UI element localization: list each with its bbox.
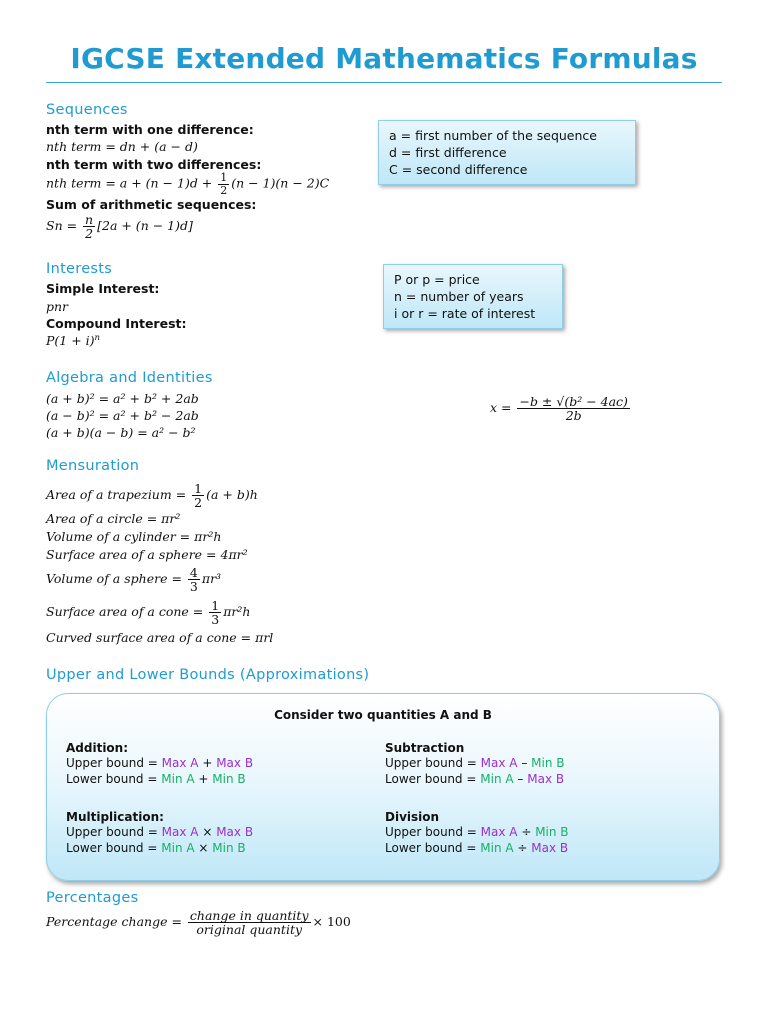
compound-interest-formula <box>46 333 100 348</box>
cone-area-numerator: 1 <box>211 598 220 613</box>
identity-2: (a − b)² = a² + b² − 2ab <box>46 408 199 423</box>
trapezium-denominator: 2 <box>194 495 203 511</box>
multiplication-label: Multiplication: <box>66 810 164 824</box>
quadratic-lhs: x = <box>490 400 512 416</box>
operator: – <box>517 771 524 786</box>
max-b: Max B <box>216 756 254 770</box>
upper-text: Upper bound = <box>385 825 477 839</box>
cylinder-volume-formula: Volume of a cylinder = πr²h <box>46 529 222 544</box>
max-b: Max B <box>527 771 565 786</box>
cone-area-denominator: 3 <box>211 612 220 628</box>
lower-text: Lower bound = <box>385 840 477 855</box>
min-a: Min A <box>161 840 195 855</box>
compound-exponent: n <box>94 333 101 343</box>
addition-rules <box>66 756 253 787</box>
min-b: Min B <box>535 825 569 839</box>
sum-formula <box>46 213 193 240</box>
percentage-denominator: original quantity <box>196 922 303 938</box>
compound-base: P(1 + i) <box>46 333 95 348</box>
circle-area-formula: Area of a circle = πr² <box>46 511 181 526</box>
sphere-volume-rhs: πr³ <box>201 571 222 587</box>
sphere-volume-lhs: Volume of a sphere = <box>46 571 182 587</box>
division-label: Division <box>385 810 440 824</box>
min-a: Min A <box>161 771 195 786</box>
simple-interest-label: Simple Interest: <box>46 281 160 296</box>
heading-sequences: Sequences <box>46 102 128 118</box>
trapezium-rhs: (a + b)h <box>206 487 258 503</box>
sum-lhs: Sn = <box>46 218 78 234</box>
two-differences-part-a: nth term = a + (n − 1)d + <box>46 175 217 191</box>
cone-area-rhs: πr²h <box>223 604 251 620</box>
one-difference-formula: nth term = dn + (a − d) <box>46 139 198 154</box>
compound-interest-label: Compound Interest: <box>46 316 187 331</box>
half-numerator: 1 <box>220 171 228 184</box>
max-a: Max A <box>480 825 518 839</box>
lower-text: Lower bound = <box>66 771 158 786</box>
sum-numerator: n <box>85 212 94 227</box>
percentage-change-formula <box>46 909 351 936</box>
min-b: Min B <box>212 840 246 855</box>
legend-line: d = first difference <box>389 145 507 160</box>
one-difference-label: nth term with one difference: <box>46 122 254 137</box>
legend-line: n = number of years <box>394 289 524 304</box>
heading-percentages: Percentages <box>46 890 139 906</box>
division-lower <box>385 841 569 857</box>
legend-line: C = second difference <box>389 162 528 177</box>
sum-denominator: 2 <box>85 226 94 242</box>
heading-mensuration: Mensuration <box>46 458 140 474</box>
sequences-legend-box <box>378 120 636 185</box>
addition-upper <box>66 756 253 772</box>
addition-lower <box>66 772 253 788</box>
page-title: IGCSE Extended Mathematics Formulas <box>70 42 698 75</box>
percentage-lhs: Percentage change = <box>46 914 182 930</box>
lower-text: Lower bound = <box>66 840 158 855</box>
multiplication-upper <box>66 825 253 841</box>
sphere-area-formula: Surface area of a sphere = 4πr² <box>46 547 248 562</box>
bounds-intro: Consider two quantities A and B <box>274 708 492 722</box>
max-a: Max A <box>161 756 199 770</box>
max-a: Max A <box>161 825 199 839</box>
interests-legend-box <box>383 264 563 329</box>
quadratic-denominator: 2b <box>565 408 582 424</box>
upper-text: Upper bound = <box>66 825 158 839</box>
sphere-volume-formula <box>46 566 221 593</box>
subtraction-rules <box>385 756 564 787</box>
trapezium-lhs: Area of a trapezium = <box>46 487 187 503</box>
lower-text: Lower bound = <box>385 771 477 786</box>
operator: ÷ <box>521 825 532 839</box>
sphere-volume-numerator: 4 <box>189 565 198 580</box>
percentage-rhs: × 100 <box>312 914 351 930</box>
two-differences-part-b: (n − 1)(n − 2)C <box>231 175 330 191</box>
operator: × <box>198 840 209 855</box>
quadratic-numerator: −b ± √(b² − 4ac) <box>519 394 628 409</box>
cone-curved-area-formula: Curved surface area of a cone = πrl <box>46 630 274 645</box>
trapezium-numerator: 1 <box>194 481 203 496</box>
subtraction-upper <box>385 756 564 772</box>
half-denominator: 2 <box>220 183 228 197</box>
division-upper <box>385 825 569 841</box>
operator: – <box>521 756 528 770</box>
max-b: Max B <box>531 840 569 855</box>
upper-text: Upper bound = <box>66 756 158 770</box>
addition-label: Addition: <box>66 741 129 755</box>
min-a: Min A <box>480 840 514 855</box>
percentage-numerator: change in quantity <box>189 908 309 923</box>
operator: + <box>202 756 213 770</box>
multiplication-rules <box>66 825 253 856</box>
heading-bounds: Upper and Lower Bounds (Approximations) <box>46 667 370 683</box>
legend-line: a = first number of the sequence <box>389 128 597 143</box>
min-b: Min B <box>212 771 246 786</box>
subtraction-lower <box>385 772 564 788</box>
trapezium-formula <box>46 482 258 509</box>
cone-area-formula <box>46 599 250 626</box>
operator: × <box>202 825 213 839</box>
min-a: Min A <box>480 771 514 786</box>
upper-text: Upper bound = <box>385 756 477 770</box>
cone-area-lhs: Surface area of a cone = <box>46 604 204 620</box>
two-differences-label: nth term with two differences: <box>46 157 262 172</box>
operator: ÷ <box>517 840 528 855</box>
heading-algebra: Algebra and Identities <box>46 370 213 386</box>
quadratic-formula <box>490 395 632 422</box>
min-b: Min B <box>531 756 565 770</box>
sum-label: Sum of arithmetic sequences: <box>46 197 257 212</box>
bounds-panel <box>46 693 720 881</box>
identity-3: (a + b)(a − b) = a² − b² <box>46 425 196 440</box>
subtraction-label: Subtraction <box>385 741 465 755</box>
max-b: Max B <box>216 825 254 839</box>
sum-rhs: [2a + (n − 1)d] <box>97 218 193 234</box>
two-differences-formula <box>46 172 329 196</box>
legend-line: i or r = rate of interest <box>394 306 536 321</box>
legend-line: P or p = price <box>394 272 480 287</box>
title-divider <box>46 82 722 83</box>
identity-1: (a + b)² = a² + b² + 2ab <box>46 391 199 406</box>
division-rules <box>385 825 569 856</box>
heading-interests: Interests <box>46 261 113 277</box>
multiplication-lower <box>66 841 253 857</box>
max-a: Max A <box>480 756 518 770</box>
sphere-volume-denominator: 3 <box>189 579 198 595</box>
simple-interest-formula: pnr <box>46 299 69 314</box>
operator: + <box>198 771 209 786</box>
